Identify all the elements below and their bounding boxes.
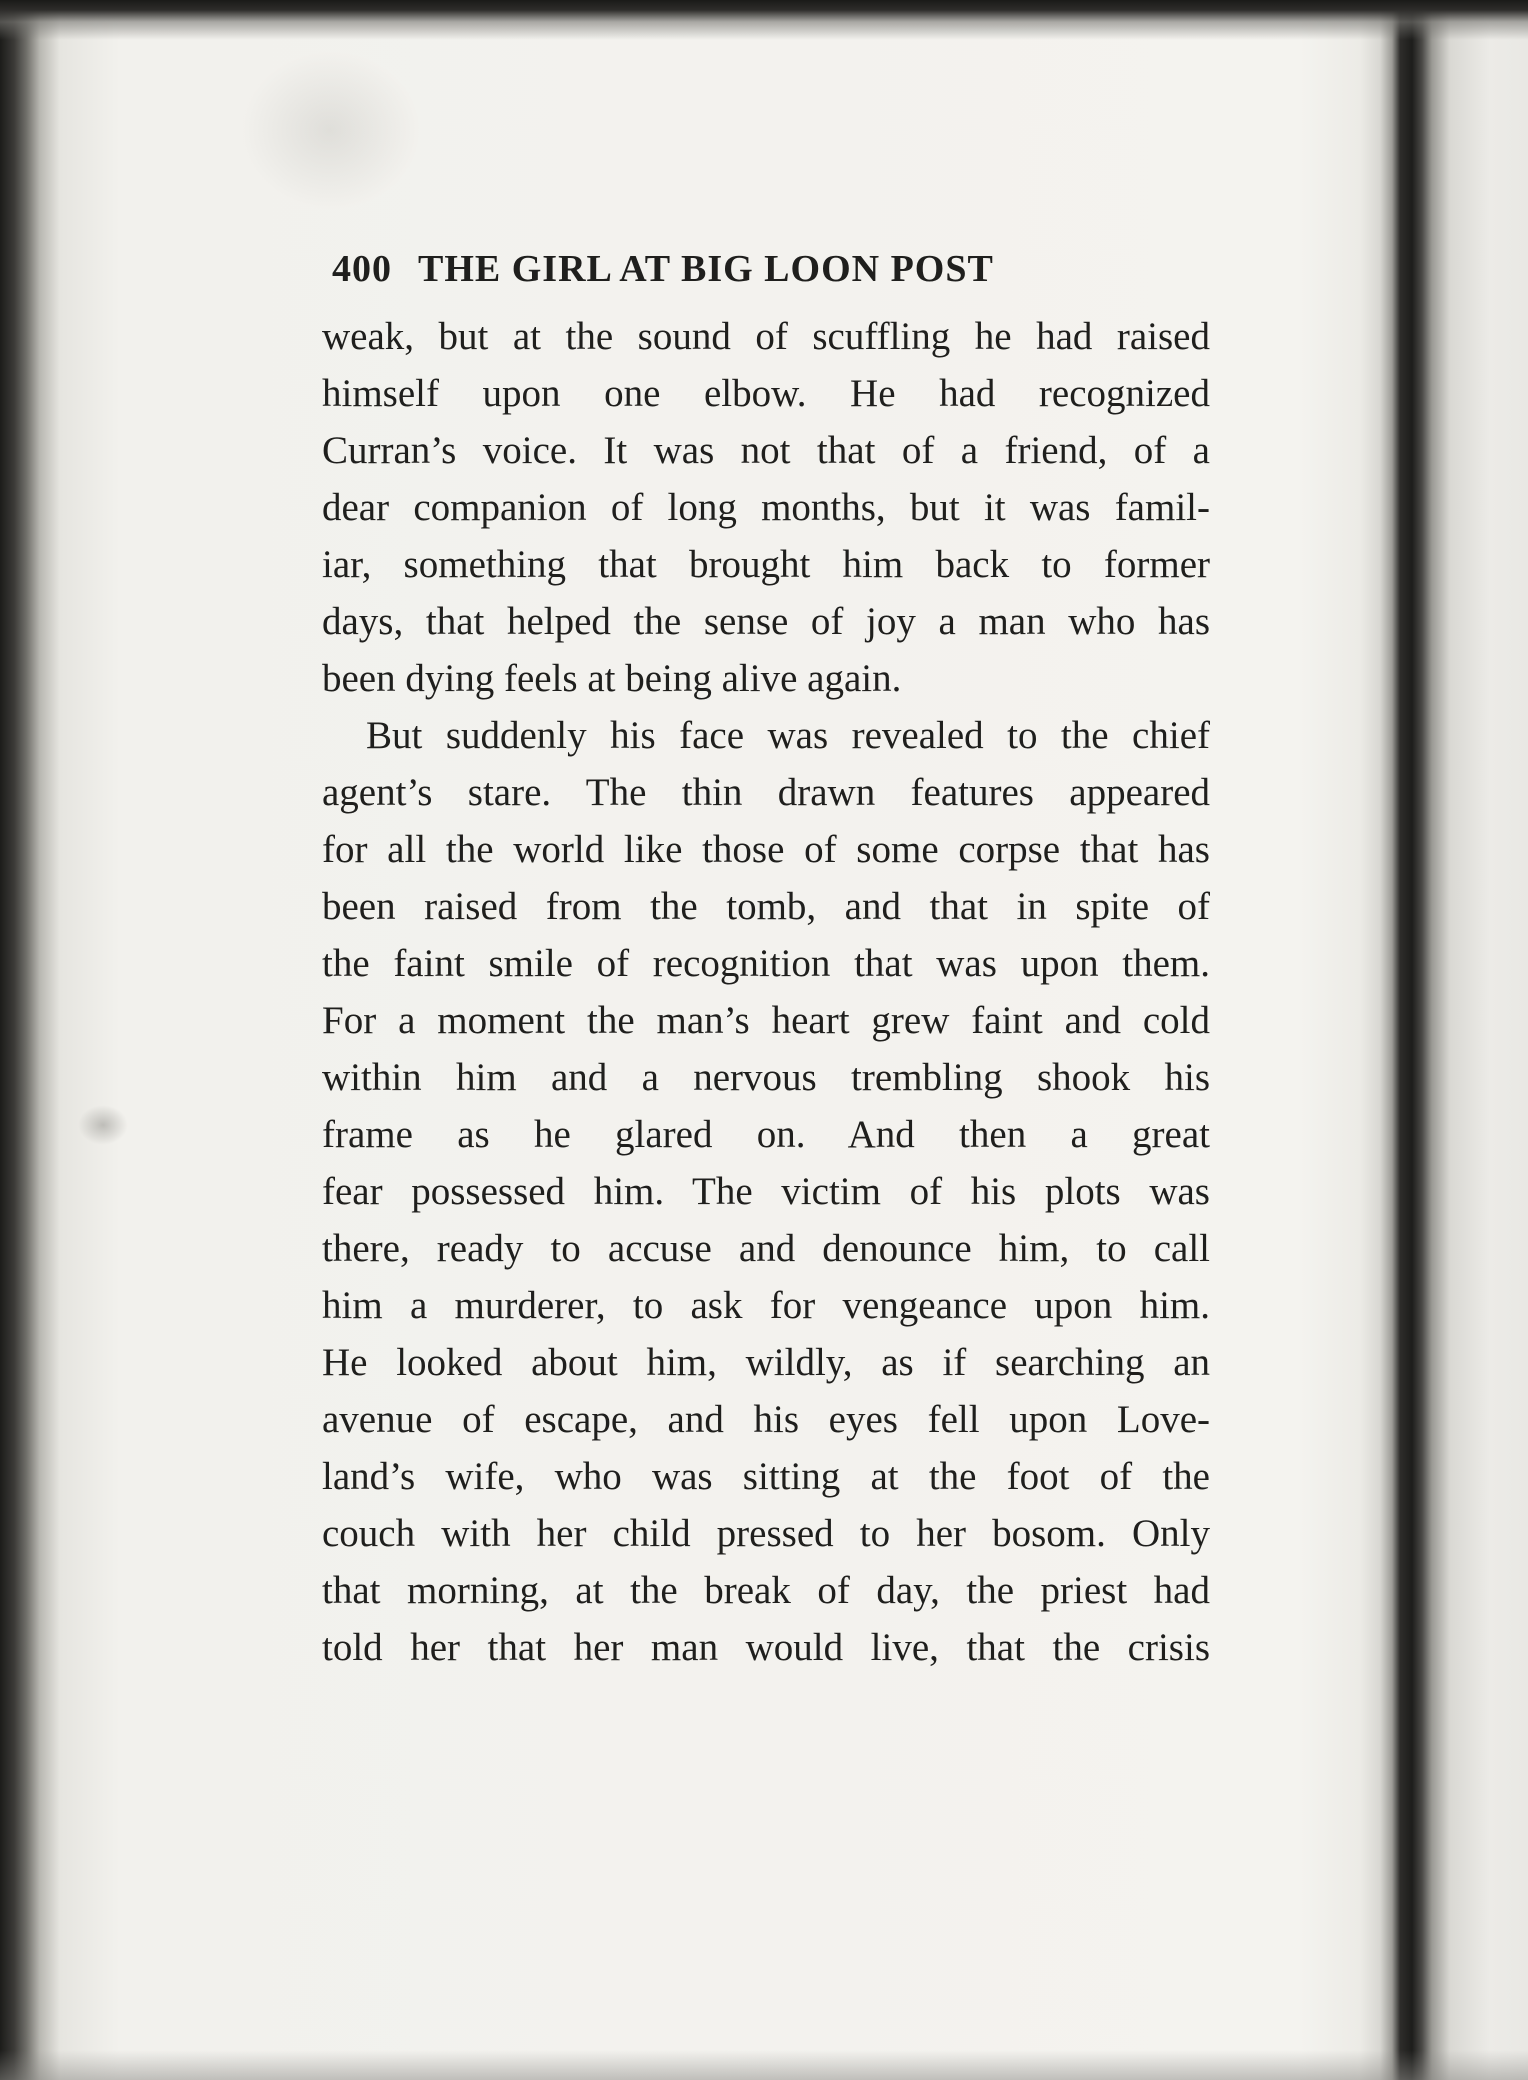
text-line: himself upon one elbow. He had recognized xyxy=(322,372,1210,415)
text-line: But suddenly his face was revealed to the chief xyxy=(366,714,1210,757)
text-line: him a murderer, to ask for vengeance upon him. xyxy=(322,1284,1210,1327)
text-line: the faint smile of recognition that was upon them. xyxy=(322,942,1210,985)
paragraph-2 xyxy=(322,707,1210,1676)
text-line: weak, but at the sound of scuffling he had raised xyxy=(322,315,1210,358)
text-line: told her that her man would live, that the crisis xyxy=(322,1626,1210,1669)
text-line: been dying feels at being alive again. xyxy=(322,657,902,700)
top-edge-shadow xyxy=(0,0,1528,40)
text-line: that morning, at the break of day, the priest had xyxy=(322,1569,1210,1612)
text-line: land’s wife, who was sitting at the foot of the xyxy=(322,1455,1210,1498)
bottom-edge-shadow xyxy=(0,2050,1528,2080)
text-line: iar, something that brought him back to former xyxy=(322,543,1210,586)
running-title: THE GIRL AT BIG LOON POST xyxy=(418,248,994,290)
text-line: within him and a nervous trembling shook his xyxy=(322,1056,1210,1099)
text-line: avenue of escape, and his eyes fell upon Love- xyxy=(322,1398,1210,1441)
text-line: He looked about him, wildly, as if searching an xyxy=(322,1341,1210,1384)
text-line: frame as he glared on. And then a great xyxy=(322,1113,1210,1156)
text-line: dear companion of long months, but it was famil- xyxy=(322,486,1210,529)
text-line: fear possessed him. The victim of his plots was xyxy=(322,1170,1210,1213)
text-line: for all the world like those of some corpse that has xyxy=(322,828,1210,871)
text-line: Curran’s voice. It was not that of a friend, of a xyxy=(322,429,1210,472)
page-body xyxy=(322,244,1210,1676)
paragraph-1 xyxy=(322,308,1210,707)
paper-stain xyxy=(240,50,420,210)
text-line: For a moment the man’s heart grew faint and cold xyxy=(322,999,1210,1042)
text-line: days, that helped the sense of joy a man who has xyxy=(322,600,1210,643)
text-line: there, ready to accuse and denounce him, to call xyxy=(322,1227,1210,1270)
text-line: agent’s stare. The thin drawn features appeared xyxy=(322,771,1210,814)
running-head xyxy=(332,244,1210,294)
page-number: 400 xyxy=(332,248,392,290)
paper-speck xyxy=(78,1105,128,1145)
text-line: been raised from the tomb, and that in spite of xyxy=(322,885,1210,928)
text-line: couch with her child pressed to her bosom. Only xyxy=(322,1512,1210,1555)
